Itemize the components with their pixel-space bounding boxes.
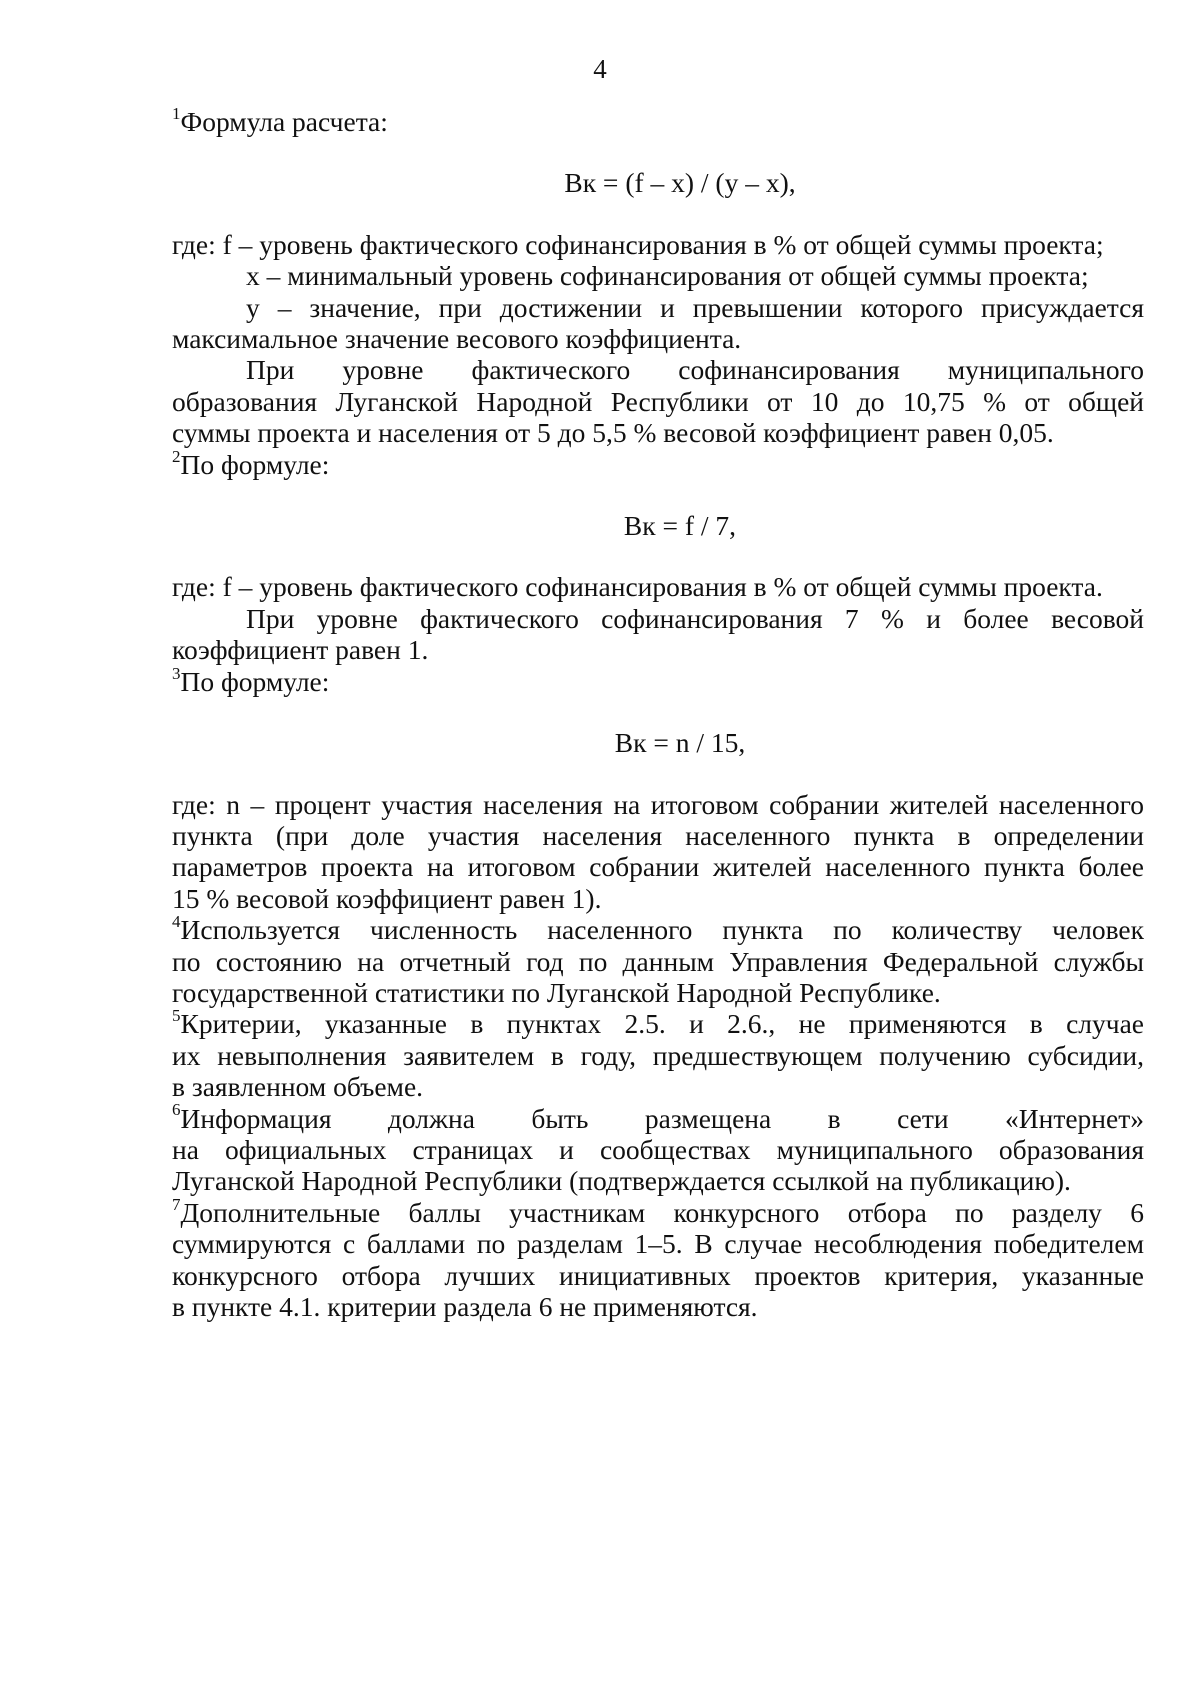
footnote-4-line: государственной статистики по Луганской Народной Республике.: [172, 976, 941, 1008]
footnote-2-title: $^2$По формуле:: [172, 446, 330, 480]
footnote-3-where-line: 15 % весовой коэффициент равен 1).: [172, 882, 602, 914]
formula-1: Вк = (f – x) / (y – x),: [564, 167, 796, 199]
footnote-mark: 7: [172, 1194, 181, 1214]
footnote-1-where-x: x – минимальный уровень софинансирования от общей суммы проекта;: [246, 260, 1089, 292]
footnote-2-where-f: где: f – уровень фактического софинансирования в % от общей суммы проекта.: [172, 571, 1103, 603]
footnote-1-note-line: суммы проекта и населения от 5 до 5,5 % весовой коэффициент равен 0,05.: [172, 417, 1054, 449]
footnote-7-line: $^7$Дополнительные баллы участникам конкурсного отбора по разделу 6: [172, 1194, 1144, 1228]
footnote-6-line: $^6$Информация должна быть размещена в сети «Интернет»: [172, 1100, 1144, 1134]
footnote-3-where-line: пункта (при доле участия населения населенного пункта в определении: [172, 819, 1144, 851]
footnote-3-where-line: параметров проекта на итоговом собрании жителей населенного пункта более: [172, 851, 1144, 883]
footnote-6-line: на официальных страницах и сообществах муниципального образования: [172, 1133, 1144, 1165]
footnote-2-note-line: При уровне фактического софинансирования 7 % и более весовой: [246, 602, 1144, 634]
footnote-6-line: Луганской Народной Республики (подтверждается ссылкой на публикацию).: [172, 1165, 1071, 1197]
footnote-3-title: $^3$По формуле:: [172, 663, 330, 697]
footnote-5-line: $^5$Критерии, указанные в пунктах 2.5. и 2.6., не применяются в случае: [172, 1006, 1144, 1040]
document-body: [172, 103, 1144, 1322]
footnote-7-line: в пункте 4.1. критерии раздела 6 не применяются.: [172, 1291, 758, 1322]
formula-2: Вк = f / 7,: [623, 510, 737, 542]
footnote-1-title: $^1$Формула расчета:: [172, 103, 388, 137]
footnote-mark: 1: [172, 103, 181, 123]
footnote-mark: 6: [172, 1100, 181, 1120]
footnote-1-note-line: При уровне фактического софинансирования муниципального: [246, 354, 1144, 386]
footnote-mark: 3: [172, 663, 181, 683]
footnote-1-where-y-line: максимальное значение весового коэффициента.: [172, 323, 742, 355]
footnote-4-line: по состоянию на отчетный год по данным Управления Федеральной службы: [172, 945, 1144, 977]
footnote-7-line: суммируются с баллами по разделам 1–5. В случае несоблюдения победителем: [172, 1228, 1144, 1260]
formula-3: Вк = n / 15,: [614, 727, 746, 759]
footnote-mark: 2: [172, 446, 181, 466]
footnote-4-line: $^4$Используется численность населенного пункта по количеству человек: [172, 911, 1144, 946]
footnote-3-where-line: где: n – процент участия населения на итоговом собрании жителей населенного: [172, 788, 1144, 820]
footnote-mark: 4: [172, 911, 181, 931]
footnote-1-note-line: образования Луганской Народной Республики от 10 до 10,75 % от общей: [172, 385, 1144, 417]
footnote-2-note-line: коэффициент равен 1.: [172, 634, 429, 666]
footnote-7-line: конкурсного отбора лучших инициативных проектов критерия, указанные: [172, 1259, 1144, 1291]
page-number: 4: [593, 54, 607, 84]
footnote-1-where-f: где: f – уровень фактического софинансирования в % от общей суммы проекта;: [172, 228, 1104, 260]
footnote-5-line: их невыполнения заявителем в году, предшествующем получению субсидии,: [172, 1039, 1144, 1071]
footnote-mark: 5: [172, 1006, 181, 1026]
footnote-1-where-y-line: y – значение, при достижении и превышении которого присуждается: [246, 291, 1144, 323]
footnote-5-line: в заявленном объеме.: [172, 1071, 424, 1103]
